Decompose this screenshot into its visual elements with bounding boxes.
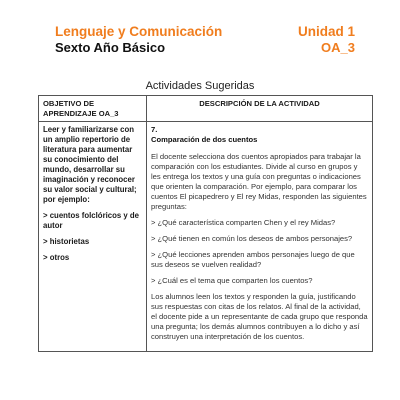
activity-paragraph: Los alumnos leen los textos y responden la guía, justificando sus respuestas con citas de los relatos. Al final de la actividad, el docente pide a un representante de cada grupo que responda una pregunta; los demás alumnos contribuyen a lo dicho y así construyen una interpretación de los cuentos. <box>151 292 368 341</box>
objective-code: OA_3 <box>321 40 355 55</box>
activities-table <box>38 95 373 352</box>
list-item: > cuentos folclóricos y de autor <box>43 211 139 230</box>
list-item: > otros <box>43 253 70 262</box>
question-item: > ¿Cuál es el tema que comparten los cuentos? <box>151 276 313 285</box>
question-item: > ¿Qué tienen en común los deseos de ambos personajes? <box>151 234 353 243</box>
question-item: > ¿Qué lecciones aprenden ambos personajes luego de que sus deseos se vuelven realidad? <box>151 250 355 269</box>
question-item: > ¿Qué característica comparten Chen y el rey Midas? <box>151 218 336 227</box>
activity-title: Comparación de dos cuentos <box>151 135 258 144</box>
subject-title: Lenguaje y Comunicación <box>55 24 223 39</box>
table-header-row <box>39 96 373 122</box>
description-cell <box>147 122 373 352</box>
unit-label: Unidad 1 <box>297 24 355 39</box>
column-header-description: DESCRIPCIÓN DE LA ACTIVIDAD <box>147 96 373 122</box>
table-row <box>39 122 373 352</box>
activity-paragraph: El docente selecciona dos cuentos apropiados para trabajar la comparación con los estudiantes. Divide al curso en grupos y les entrega los textos y una guía con preguntas o indicaciones que orienten la comparación. Por ejemplo, para comparar los cuentos El picapedrero y El rey Midas, responden las siguientes preguntas: <box>151 152 367 211</box>
grade-level: Sexto Año Básico <box>55 40 166 55</box>
header-left <box>55 24 222 55</box>
header-right <box>298 24 355 55</box>
activity-number: 7. <box>151 125 158 134</box>
section-title: Actividades Sugeridas <box>145 80 255 92</box>
column-header-objective: OBJETIVO DE APRENDIZAJE OA_3 <box>39 96 147 122</box>
list-item: > historietas <box>43 237 90 246</box>
objective-cell <box>39 122 147 352</box>
objective-text: Leer y familiarizarse con un amplio repertorio de literatura para aumentar su conocimiento del mundo, desarrollar su imaginación y reconocer su valor social y cultural; por ejemplo: <box>43 125 137 204</box>
